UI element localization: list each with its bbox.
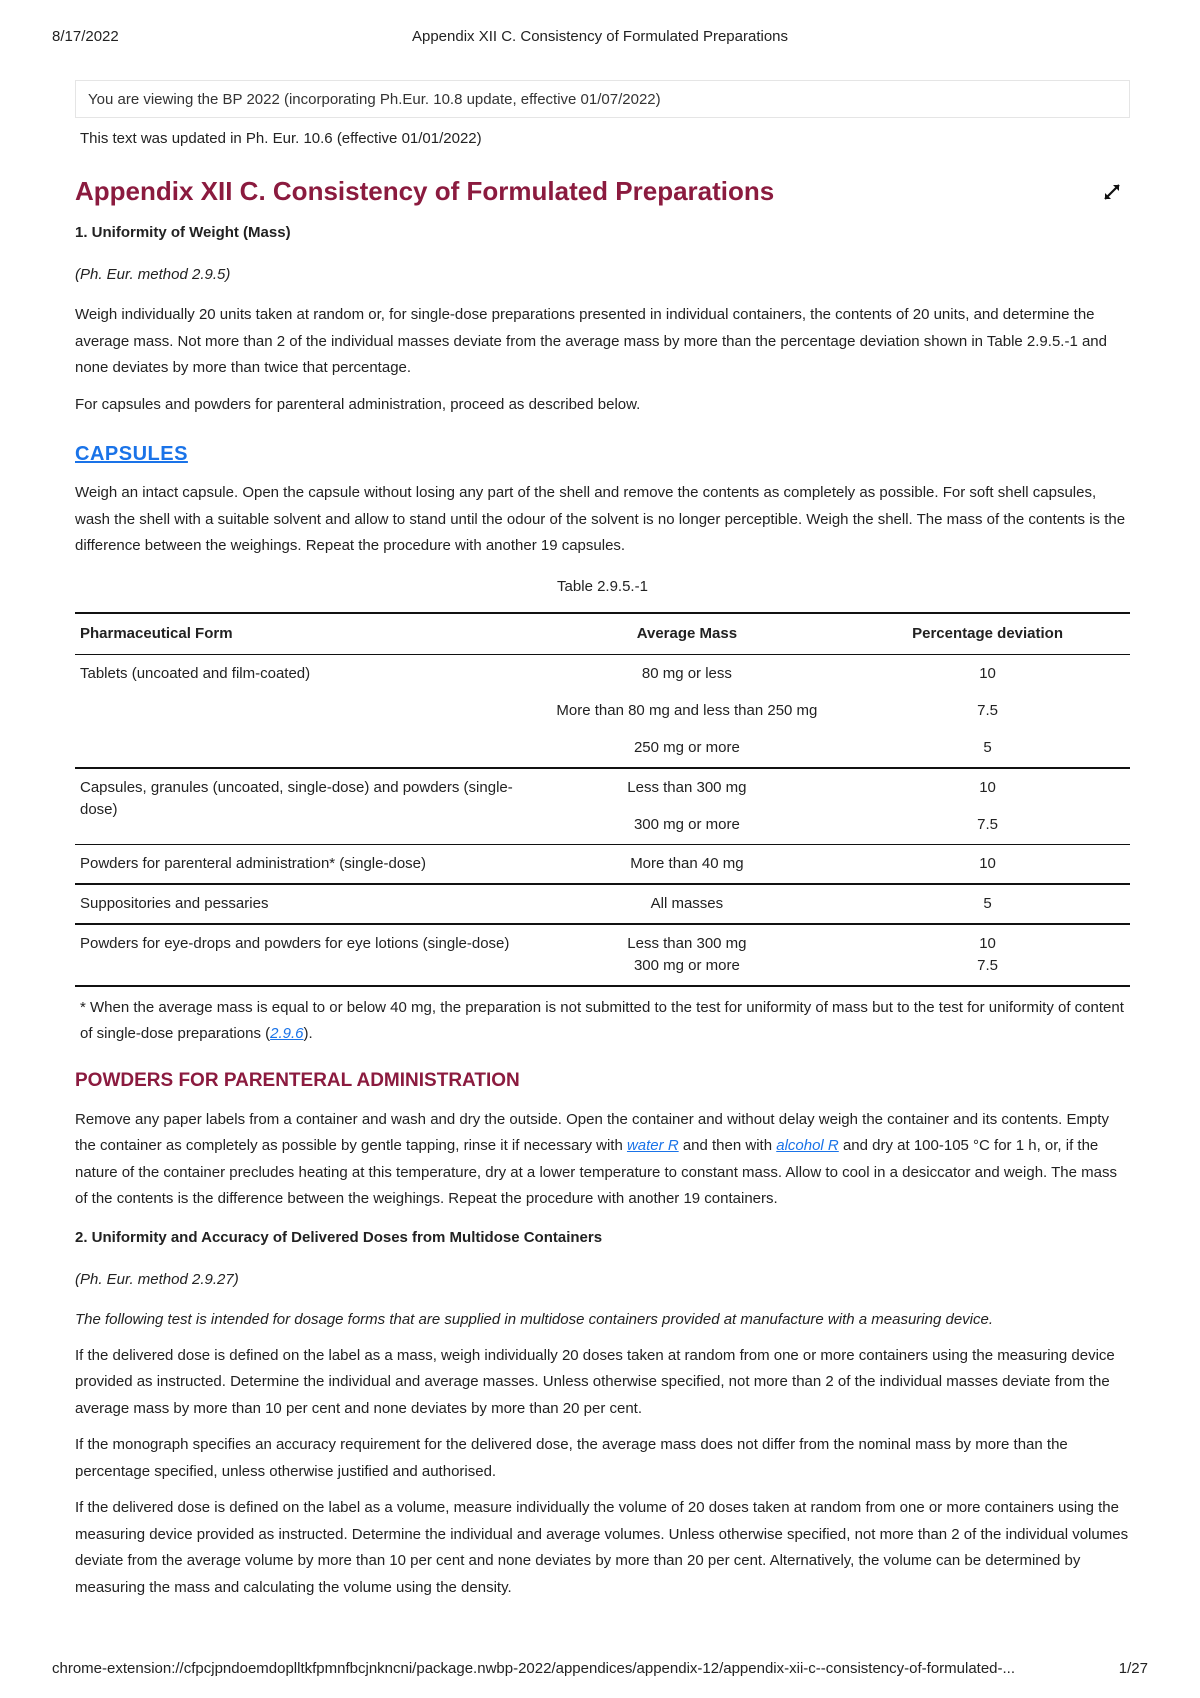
paragraph: Weigh an intact capsule. Open the capsule without losing any part of the shell and remove the contents as completely as possible. For soft shell capsules, wash the shell with a suitable solvent and allow to stand until the odour of the solvent is no longer perceptible. Weigh the shell. The mass of the contents is the difference between the weighings. Repeat the procedure with another 19 capsules. — [75, 484, 1126, 554]
table-cell-deviation: 5 — [845, 884, 1130, 924]
method-reference: (Ph. Eur. method 2.9.5) — [75, 266, 231, 283]
capsules-heading-link[interactable]: CAPSULES — [75, 443, 188, 465]
table-row — [75, 844, 1130, 884]
intro-paragraph: The following test is intended for dosage forms that are supplied in multidose containers provided at manufacture with a measuring device. — [75, 1310, 994, 1328]
table-row — [75, 884, 1130, 924]
table-cell-deviation: 10 — [845, 844, 1130, 884]
table-cell-form: Capsules, granules (uncoated, single-dose) and powders (single-dose) — [75, 768, 529, 845]
table-row — [75, 924, 1130, 986]
table-cell-form: Powders for parenteral administration* (single-dose) — [75, 844, 529, 884]
update-note: This text was updated in Ph. Eur. 10.6 (effective 01/01/2022) — [80, 130, 482, 147]
method-reference: (Ph. Eur. method 2.9.27) — [75, 1270, 239, 1288]
table-cell-form: Suppositories and pessaries — [75, 884, 529, 924]
table-footnote: * When the average mass is equal to or below 40 mg, the preparation is not submitted to the test for uniformity of mass but to the test for uniformity of content of single-dose preparations (2.9.6). — [80, 998, 1124, 1042]
table-header: Percentage deviation — [845, 613, 1130, 655]
expand-icon[interactable] — [1102, 182, 1122, 202]
table-header: Pharmaceutical Form — [75, 613, 529, 655]
powders-parenteral-heading: POWDERS FOR PARENTERAL ADMINISTRATION — [75, 1069, 520, 1091]
paragraph: If the delivered dose is defined on the label as a mass, weigh individually 20 doses taken at random from one or more containers using the measuring device provided as instructed. Determine the individual and average masses. Unless otherwise specified, not more than 2 of the individual masses deviate from the average mass by more than 10 per cent and none deviates by more than 20 per cent. — [75, 1346, 1115, 1417]
table-cell-deviation: 10 7.5 — [845, 768, 1130, 845]
paragraph: Weigh individually 20 units taken at random or, for single-dose preparations presented in individual containers, the contents of 20 units, and determine the average mass. Not more than 2 of the individual masses deviate from the average mass by more than the percentage deviation shown in Table 2.9.5.-1 and none deviates by more than twice that percentage. — [75, 306, 1107, 376]
paragraph: If the monograph specifies an accuracy requirement for the delivered dose, the average mass does not differ from the nominal mass by more than the percentage specified, unless otherwise justified and authorised. — [75, 1436, 1068, 1480]
main-content — [75, 172, 1130, 1601]
print-header-title: Appendix XII C. Consistency of Formulated Preparations — [411, 28, 789, 45]
paragraph: If the delivered dose is defined on the label as a volume, measure individually the volume of 20 doses taken at random from one or more containers using the measuring device provided as instructed. Determine the individual and average volumes. Unless otherwise specified, not more than 2 of the individual volumes deviate from the average volume by more than 10 per cent and none deviates by more than 20 per cent. Alternatively, the volume can be determined by measuring the mass and calculating the volume using the density. — [75, 1499, 1129, 1596]
table-cell-form: Tablets (uncoated and film-coated) — [75, 654, 529, 768]
uniformity-table — [75, 612, 1130, 987]
table-cell-deviation: 10 7.5 5 — [845, 654, 1130, 768]
table-cell-form: Powders for eye-drops and powders for eye lotions (single-dose) — [75, 924, 529, 986]
section-heading-uniformity-weight: 1. Uniformity of Weight (Mass) — [75, 224, 291, 241]
print-header-date: 8/17/2022 — [52, 28, 119, 45]
water-r-link[interactable]: water R — [626, 1137, 679, 1154]
paragraph: Remove any paper labels from a container and wash and dry the outside. Open the container and without delay weigh the container and its contents. Empty the container as completely as possible by gentle tapping, rinse it if necessary with water R and then with alcohol R and dry at 100-105 °C for 1 h, or, if the nature of the container precludes heating at this temperature, dry at a lower temperature to constant mass. Allow to cool in a desiccator and weigh. The mass of the contents is the difference between the weighings. Repeat the procedure with another 19 containers. — [75, 1110, 1117, 1207]
table-caption: Table 2.9.5.-1 — [557, 577, 648, 595]
table-cell-mass: All masses — [529, 884, 846, 924]
table-row — [75, 654, 1130, 768]
table-cell-mass: Less than 300 mg 300 mg or more — [529, 768, 846, 845]
table-header: Average Mass — [529, 613, 846, 655]
table-cell-mass: 80 mg or less More than 80 mg and less than 250 mg 250 mg or more — [529, 654, 846, 768]
paragraph: For capsules and powders for parenteral administration, proceed as described below. — [75, 395, 641, 413]
table-cell-mass: More than 40 mg — [529, 844, 846, 884]
page-title: Appendix XII C. Consistency of Formulated Preparations — [75, 176, 775, 206]
alcohol-r-link[interactable]: alcohol R — [776, 1137, 839, 1154]
print-footer-page-number: 1/27 — [1118, 1660, 1148, 1677]
table-cell-deviation: 10 7.5 — [845, 924, 1130, 986]
section-heading-delivered-doses: 2. Uniformity and Accuracy of Delivered Doses from Multidose Containers — [75, 1228, 603, 1246]
table-cell-mass: Less than 300 mg 300 mg or more — [529, 924, 846, 986]
print-footer-url: chrome-extension://cfpcjpndoemdoplltkfpmnfbcjnkncni/package.nwbp-2022/appendices/appendix-12/appendix-xii-c--consistency-of-formulated-... — [52, 1660, 1016, 1677]
reference-link-2-9-6[interactable]: 2.9.6 — [270, 1024, 304, 1042]
table-row — [75, 768, 1130, 845]
edition-notice: You are viewing the BP 2022 (incorporating Ph.Eur. 10.8 update, effective 01/07/2022) — [75, 80, 1130, 118]
